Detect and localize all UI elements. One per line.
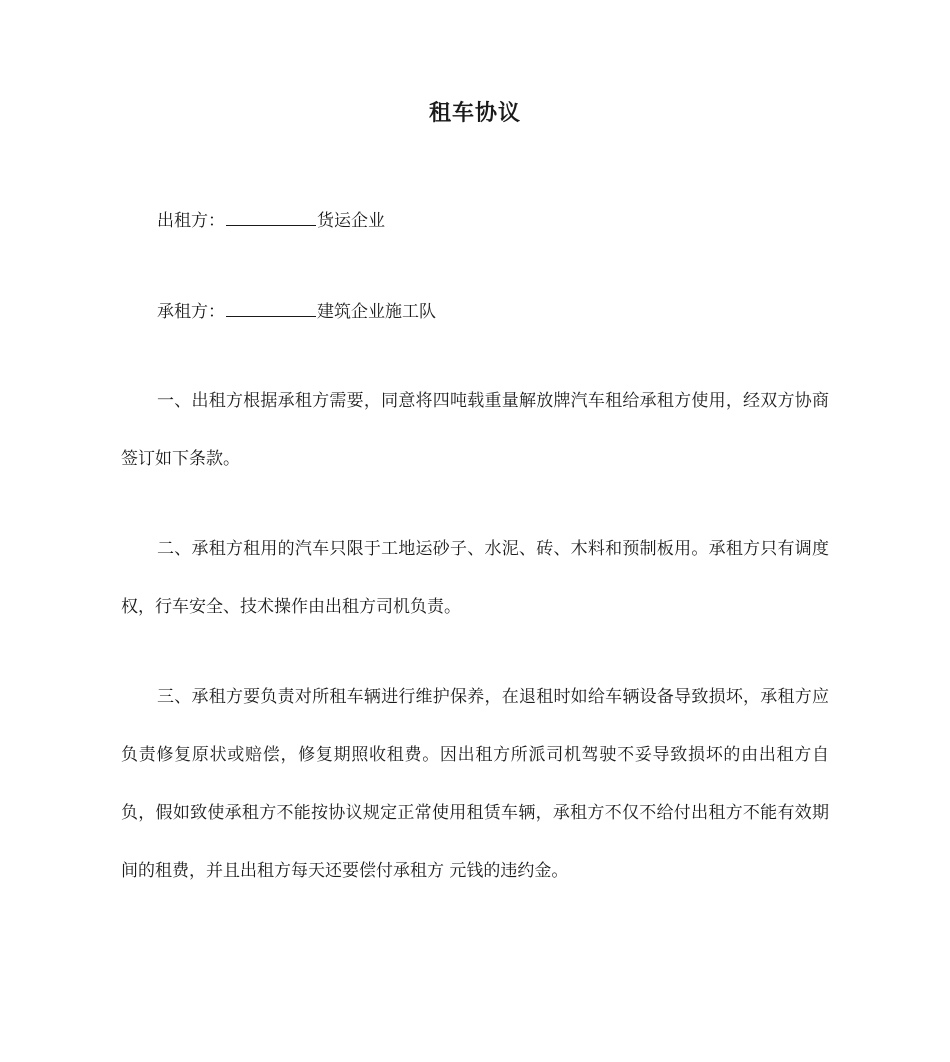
lessee-blank-line bbox=[226, 299, 316, 317]
document-title: 租车协议 bbox=[428, 101, 521, 126]
clause-1: 一、出租方根据承租方需要，同意将四吨载重量解放牌汽车租给承租方使用，经双方协商签订如下条款。 bbox=[121, 391, 829, 469]
lessee-line bbox=[157, 299, 436, 324]
lessor-line bbox=[157, 208, 385, 233]
lessee-label: 承租方： bbox=[157, 302, 225, 322]
lessor-blank-line bbox=[226, 208, 316, 226]
clause-3: 三、承租方要负责对所租车辆进行维护保养，在退租时如给车辆设备导致损坏，承租方应负责修复原状或赔偿，修复期照收租费。因出租方所派司机驾驶不妥导致损坏的由出租方自负，假如致使承租方不能按协议规定正常使用租赁车辆，承租方不仅不给付出租方不能有效期间的租费，并且出租方每天还要偿付承租方 元钱的违约金。 bbox=[121, 687, 829, 881]
lessee-name: 建筑企业施工队 bbox=[317, 302, 436, 322]
lessor-label: 出租方： bbox=[157, 211, 225, 231]
lessor-name: 货运企业 bbox=[317, 211, 385, 231]
clause-2: 二、承租方租用的汽车只限于工地运砂子、水泥、砖、木料和预制板用。承租方只有调度权，行车安全、技术操作由出租方司机负责。 bbox=[121, 539, 829, 617]
